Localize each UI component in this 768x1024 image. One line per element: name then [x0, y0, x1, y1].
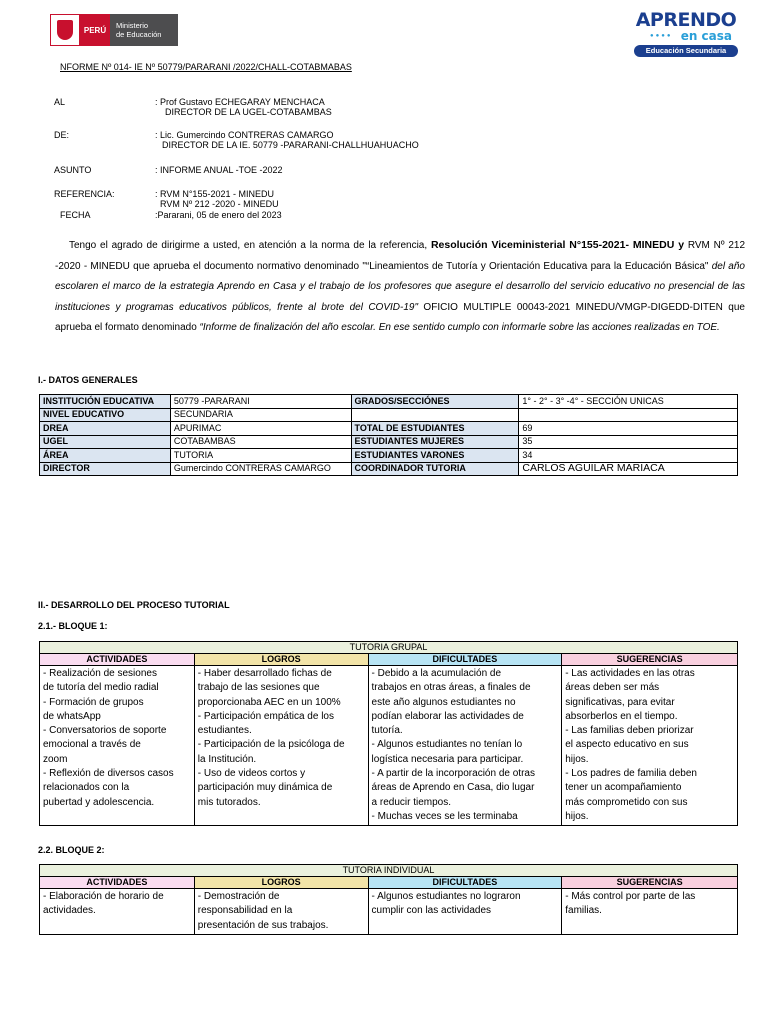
informe-title: NFORME Nº 014- IE Nº 50779/PARARANI /2022/CHALL-COTABMABAS — [60, 62, 352, 72]
cell-line: más comprometido con sus — [565, 796, 688, 808]
datos-label-cell: COORDINADOR TUTORIA — [351, 462, 519, 476]
bloque1-header-sugerencias: SUGERENCIAS — [562, 654, 738, 666]
cell-line: cumplir con las actividades — [371, 905, 492, 917]
cell-line: el aspecto educativo en sus — [565, 739, 689, 751]
aprendo-dots: ●●●● — [650, 33, 673, 39]
datos-label-cell: INSTITUCIÓN EDUCATIVA — [40, 395, 171, 409]
datos-value-cell: 69 — [519, 422, 738, 436]
datos-label-cell: GRADOS/SECCIÓNES — [351, 395, 519, 409]
cell-line: - Debido a la acumulación de — [371, 668, 502, 679]
bloque2-table — [39, 864, 738, 935]
body-p3: OFICIO MULTIPLE 00043-2021 MINEDU/VMGP-DIGEDD-DITEN que aprueba el formato denominado — [55, 301, 745, 333]
cell-line: trabajos en otras áreas, a finales de — [371, 682, 531, 694]
peru-label: PERÚ — [80, 14, 110, 46]
cell-line: - Algunos estudiantes no tenían lo — [371, 739, 523, 751]
ministerio-line1: Ministerio — [116, 21, 149, 30]
datos-label-cell: NIVEL EDUCATIVO — [40, 408, 171, 422]
datos-value-cell: 34 — [519, 449, 738, 463]
al-line2: DIRECTOR DE LA UGEL-COTABAMBAS — [165, 107, 332, 117]
body-p1-bold: Resolución Viceministerial N°155-2021- MINEDU y — [430, 239, 685, 251]
datos-value-cell: 50779 -PARARANI — [170, 395, 351, 409]
bloque2-sugerencias-cell — [562, 889, 738, 935]
referencia-line1: : RVM N°155-2021 - MINEDU — [155, 189, 274, 199]
de-label: DE: — [54, 130, 70, 140]
cell-line: - Demostración de — [197, 891, 280, 902]
cell-line: - Conversatorios de soporte — [43, 725, 167, 737]
cell-line: hijos. — [565, 810, 589, 822]
bloque2-dificultades-cell — [368, 889, 562, 935]
datos-row — [40, 395, 738, 409]
referencia-value — [155, 189, 279, 209]
datos-generales-table — [39, 394, 738, 476]
datos-value-cell — [519, 408, 738, 422]
peru-shield-icon — [50, 14, 80, 46]
datos-value-cell: TUTORIA — [170, 449, 351, 463]
datos-value-cell: 1° - 2° - 3° -4° - SECCIÓN UNICAS — [519, 395, 738, 409]
ministerio-label — [110, 14, 178, 46]
cell-line: presentación de sus trabajos. — [197, 919, 329, 931]
cell-line: zoom — [43, 753, 68, 765]
bloque2-actividades-cell — [40, 889, 195, 935]
al-value — [155, 97, 332, 117]
fecha-value: :Pararani, 05 de enero del 2023 — [155, 210, 282, 220]
cell-line: - Algunos estudiantes no lograron — [371, 891, 521, 902]
datos-label-cell: DREA — [40, 422, 171, 436]
cell-line: - Muchas veces se les terminaba — [371, 810, 518, 822]
bloque1-header-logros: LOGROS — [194, 654, 368, 666]
cell-line: a reducir tiempos. — [371, 796, 452, 808]
cell-line: - Formación de grupos — [43, 696, 144, 708]
cell-line: emocional a través de — [43, 739, 141, 751]
datos-label-cell: ÁREA — [40, 449, 171, 463]
datos-value-cell: 35 — [519, 435, 738, 449]
bloque1-sugerencias-cell — [562, 666, 738, 826]
cell-line: tutoría. — [371, 725, 403, 737]
datos-label-cell: DIRECTOR — [40, 462, 171, 476]
cell-line: la Institución. — [197, 753, 257, 765]
datos-value-cell — [351, 408, 519, 422]
datos-value-cell: SECUNDARIA — [170, 408, 351, 422]
cell-line: mis tutorados. — [197, 796, 261, 808]
bloque2-caption: TUTORIA INDIVIDUAL — [40, 865, 738, 877]
datos-row — [40, 462, 738, 476]
body-p2-quote: "“Lineamientos de Tutoría y Orientación Educativa para la Educación Básica" — [362, 260, 709, 272]
datos-row — [40, 435, 738, 449]
de-line1: : Lic. Gumercindo CONTRERAS CAMARGO — [155, 130, 334, 140]
bloque1-caption: TUTORIA GRUPAL — [40, 642, 738, 654]
cell-line: - Realización de sesiones — [43, 668, 157, 679]
cell-line: familias. — [565, 905, 602, 917]
section2-title: II.- DESARROLLO DEL PROCESO TUTORIAL — [38, 600, 230, 610]
cell-line: absorberlos en el tiempo. — [565, 710, 678, 722]
cell-line: - Las actividades en las otras — [565, 668, 695, 679]
fecha-label: FECHA — [60, 210, 91, 220]
bloque1-header-actividades: ACTIVIDADES — [40, 654, 195, 666]
al-line1: : Prof Gustavo ECHEGARAY MENCHACA — [155, 97, 325, 107]
bloque2-logros-cell — [194, 889, 368, 935]
bloque1-title: 2.1.- BLOQUE 1: — [38, 621, 108, 631]
minedu-logo — [50, 14, 178, 46]
section1-title: I.- DATOS GENERALES — [38, 375, 138, 385]
cell-line: responsabilidad en la — [197, 905, 293, 917]
bloque2-header-dificultades: DIFICULTADES — [368, 877, 562, 889]
cell-line: de whatsApp — [43, 710, 101, 722]
cell-line: - Las familias deben priorizar — [565, 725, 694, 737]
aprendo-text: APRENDO — [635, 9, 737, 31]
cell-line: podían elaborar las actividades de — [371, 710, 524, 722]
cell-line: - Los padres de familia deben — [565, 768, 697, 780]
bloque2-title: 2.2. BLOQUE 2: — [38, 845, 105, 855]
referencia-line2: RVM Nº 212 -2020 - MINEDU — [160, 199, 279, 209]
cell-line: - Reflexión de diversos casos — [43, 768, 174, 780]
bloque1-actividades-cell — [40, 666, 195, 826]
cell-line: proporcionaba AEC en un 100% — [197, 696, 341, 708]
cell-line: logística necesaria para participar. — [371, 753, 524, 765]
cell-line: de tutoría del medio radial — [43, 682, 159, 694]
bloque1-table — [39, 641, 738, 826]
asunto-label: ASUNTO — [54, 165, 92, 175]
cell-line: - Participación de la psicóloga de — [197, 739, 345, 751]
cell-line: - Más control por parte de las — [565, 891, 696, 902]
cell-line: hijos. — [565, 753, 589, 765]
cell-line: áreas de Aprendo en Casa, dio lugar — [371, 782, 535, 794]
educacion-secundaria-badge: Educación Secundaria — [634, 45, 738, 57]
bloque2-header-sugerencias: SUGERENCIAS — [562, 877, 738, 889]
cell-line: pubertad y adolescencia. — [43, 796, 155, 808]
cell-line: - Elaboración de horario de — [43, 891, 164, 902]
de-value — [155, 130, 419, 150]
datos-row — [40, 449, 738, 463]
bloque1-dificultades-cell — [368, 666, 562, 826]
datos-label-cell: UGEL — [40, 435, 171, 449]
datos-label-cell: TOTAL DE ESTUDIANTES — [351, 422, 519, 436]
cell-line: - A partir de la incorporación de otras — [371, 768, 535, 780]
body-p1: Tengo el agrado de dirigirme a usted, en atención a la norma de la referencia, — [69, 240, 431, 251]
datos-value-cell: APURIMAC — [170, 422, 351, 436]
en-casa-text: en casa — [680, 29, 732, 43]
body-paragraph — [55, 235, 745, 339]
datos-value-cell: Gumercindo CONTRERAS CAMARGO — [170, 462, 351, 476]
datos-row — [40, 422, 738, 436]
body-p4-italic: “Informe de finalización del año escolar. En ese sentido cumplo con informarle sobre las acciones realizadas en TOE. — [199, 322, 720, 333]
datos-value-cell: CARLOS AGUILAR MARIACA — [519, 462, 738, 476]
datos-row — [40, 408, 738, 422]
referencia-label: REFERENCIA: — [54, 189, 115, 199]
cell-line: trabajo de las sesiones que — [197, 682, 320, 694]
datos-label-cell: ESTUDIANTES MUJERES — [351, 435, 519, 449]
cell-line: áreas deben ser más — [565, 682, 660, 694]
cell-line: - Participación empática de los — [197, 710, 334, 722]
bloque1-header-dificultades: DIFICULTADES — [368, 654, 562, 666]
datos-value-cell: COTABAMBAS — [170, 435, 351, 449]
cell-line: significativas, para evitar — [565, 696, 675, 708]
cell-line: estudiantes. — [197, 725, 252, 737]
aprendo-en-casa-logo — [634, 10, 738, 60]
asunto-value: : INFORME ANUAL -TOE -2022 — [155, 165, 283, 175]
cell-line: este año algunos estudiantes no — [371, 696, 516, 708]
bloque2-header-actividades: ACTIVIDADES — [40, 877, 195, 889]
datos-label-cell: ESTUDIANTES VARONES — [351, 449, 519, 463]
bloque1-logros-cell — [194, 666, 368, 826]
body-p3-italic: del año escolaren el marco de la estrategia Aprendo en Casa y el trabajo de los profesores que asegure el desarrollo del servicio educativo no presencial de las instituciones y programas educativos públicos, frente al brote del COVID-19" — [55, 260, 745, 313]
al-label: AL — [54, 97, 66, 107]
cell-line: - Uso de videos cortos y — [197, 768, 306, 780]
cell-line: tener un acompañamiento — [565, 782, 682, 794]
cell-line: participación muy dinámica de — [197, 782, 333, 794]
cell-line: - Haber desarrollado fichas de — [197, 668, 332, 679]
cell-line: actividades. — [43, 905, 96, 917]
de-line2: DIRECTOR DE LA IE. 50779 -PARARANI-CHALLHUAHUACHO — [162, 140, 419, 150]
body-p2: RVM Nº 212 -2020 - MINEDU que aprueba el documento normativo denominado — [55, 240, 746, 272]
ministerio-line2: de Educación — [116, 30, 162, 39]
cell-line: relacionados con la — [43, 782, 130, 794]
bloque2-header-logros: LOGROS — [194, 877, 368, 889]
